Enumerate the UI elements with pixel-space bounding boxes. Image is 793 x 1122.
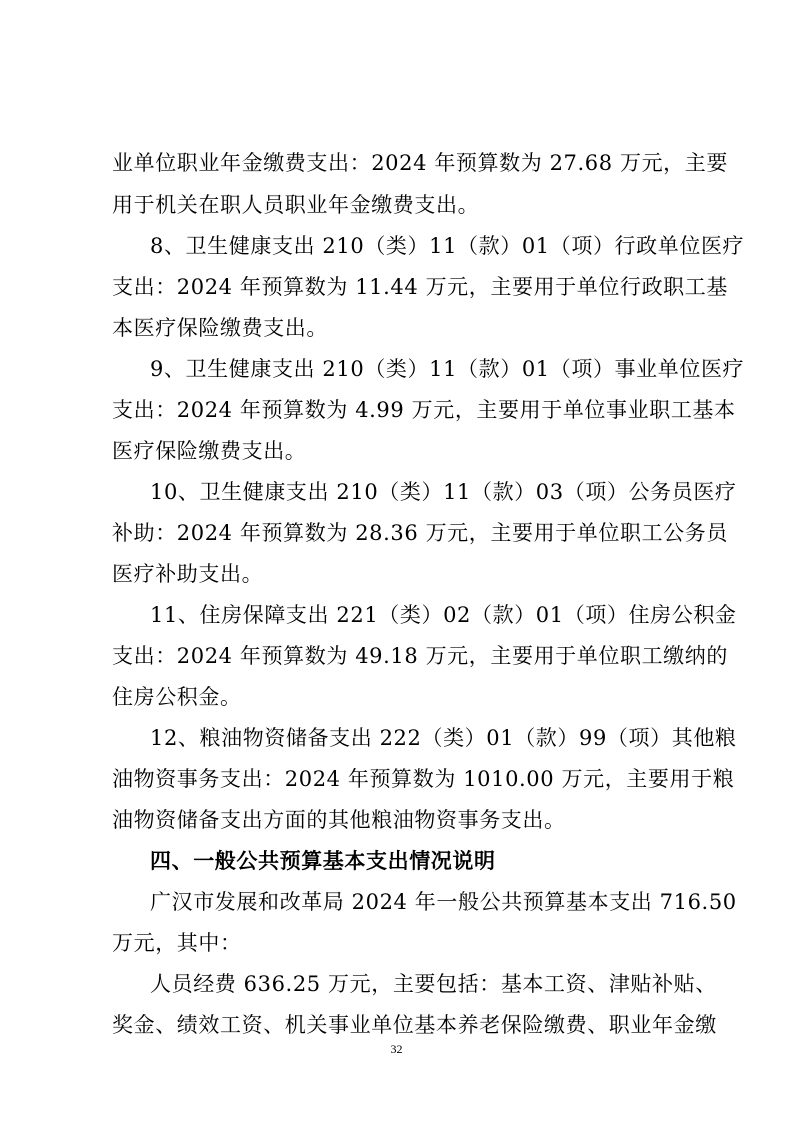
text-line: 用于机关在职人员职业年金缴费支出。 bbox=[112, 193, 480, 217]
text-line: 本医疗保险缴费支出。 bbox=[112, 316, 328, 340]
text-line: 住房公积金。 bbox=[112, 685, 242, 709]
text-line: 9、卫生健康支出 210（类）11（款）01（项）事业单位医疗 bbox=[150, 357, 745, 381]
page-number: 32 bbox=[390, 1042, 403, 1056]
section-heading: 四、一般公共预算基本支出情况说明 bbox=[150, 849, 496, 873]
text-line: 广汉市发展和改革局 2024 年一般公共预算基本支出 716.50 bbox=[150, 890, 737, 914]
text-line: 万元，其中： bbox=[112, 931, 242, 955]
text-line: 业单位职业年金缴费支出：2024 年预算数为 27.68 万元，主要 bbox=[112, 151, 728, 175]
text-line: 奖金、绩效工资、机关事业单位基本养老保险缴费、职业年金缴 bbox=[112, 1013, 717, 1037]
text-line: 12、粮油物资储备支出 222（类）01（款）99（项）其他粮 bbox=[150, 726, 737, 750]
text-line: 油物资储备支出方面的其他粮油物资事务支出。 bbox=[112, 808, 566, 832]
text-line: 11、住房保障支出 221（类）02（款）01（项）住房公积金 bbox=[150, 603, 737, 627]
text-line: 油物资事务支出：2024 年预算数为 1010.00 万元，主要用于粮 bbox=[112, 767, 735, 791]
text-line: 10、卫生健康支出 210（类）11（款）03（项）公务员医疗 bbox=[150, 480, 737, 504]
text-line: 补助：2024 年预算数为 28.36 万元，主要用于单位职工公务员 bbox=[112, 521, 728, 545]
text-line: 支出：2024 年预算数为 49.18 万元，主要用于单位职工缴纳的 bbox=[112, 644, 728, 668]
text-line: 支出：2024 年预算数为 11.44 万元，主要用于单位行政职工基 bbox=[112, 275, 728, 299]
text-line: 8、卫生健康支出 210（类）11（款）01（项）行政单位医疗 bbox=[150, 234, 745, 258]
text-line: 医疗保险缴费支出。 bbox=[112, 439, 307, 463]
text-line: 人员经费 636.25 万元，主要包括：基本工资、津贴补贴、 bbox=[150, 972, 717, 996]
text-line: 医疗补助支出。 bbox=[112, 562, 264, 586]
text-line: 支出：2024 年预算数为 4.99 万元，主要用于单位事业职工基本 bbox=[112, 398, 736, 422]
